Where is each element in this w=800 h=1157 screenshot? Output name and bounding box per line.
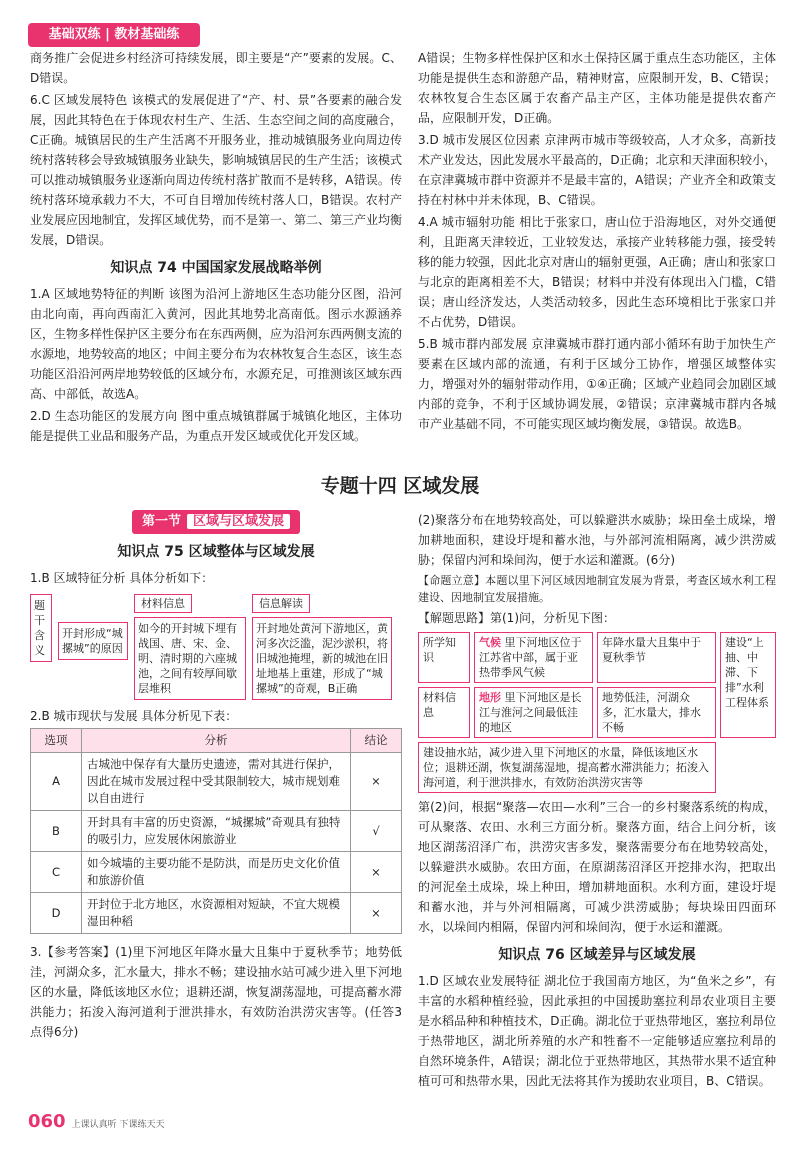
paragraph: 1.A 区域地势特征的判断 该图为沿河上游地区生态功能分区图，沿河由北向南，再向西南汇入黄河，因此其地势北高南低。图示水源涵养区，生物多样性保护区主要分布在东西两侧，应为沿河东西两侧支流的水源地，地势较高的地区；中间主要分布为农林牧复合生态区，该生态功能区沿沿河两岸地势较低的区域分布，水源充足，可推测该区域东西高、中部低，故选A。	[30, 287, 403, 401]
topic-title: 专题十四 区域发展	[320, 475, 480, 497]
section-badge	[132, 510, 300, 534]
paragraph: 2.B 城市现状与发展 具体分析见下表：	[30, 709, 238, 723]
table-cell: 如今城墙的主要功能不是防洪，而是历史文化价值和旅游价值	[82, 852, 351, 893]
flow-interp	[252, 594, 392, 700]
paragraph: 3.【参考答案】(1)里下河地区年降水量大且集中于夏秋季节；地势低洼，河湖众多，汇水量大，排水不畅；建设抽水站可减少进入里下河地区的水量，降低该地区水位；退耕还湖，恢复湖荡湿地，可提高蓄水滞洪能力；拓浚入海河道利于泄洪排水，有效防治洪涝灾害等。(任答3点得6分)	[30, 945, 403, 1039]
table-cell: √	[351, 811, 402, 852]
section-name: 区域与区域发展	[187, 514, 290, 529]
paragraph: 1.D 区域农业发展特征 湖北位于我国南方地区，为“鱼米之乡”，有丰富的水稻种植经验，因此承担的中国援助塞拉利昂农业项目主要是水稻品种和种植技术，D正确。湖北位于亚热带地区，塞拉利昂位于热带地区，湖北所养殖的水产和牲畜不一定能够适应塞拉利昂的自然环境条件，A错误；湖北位于亚热带地区，其热带水果不适宜种植可可和热带水果，因此无法将其作为援助农业项目，B、C错误。	[418, 974, 776, 1088]
header-banner: 基础双练 | 教材基础练	[28, 23, 200, 47]
paragraph: 2.D 生态功能区的发展方向 图中重点城镇群属于城镇化地区，主体功能是提供工业品和服务产品，为重点开发区域或优化开发区域。	[30, 409, 402, 443]
section-number: 第一节	[141, 514, 181, 529]
flow-info	[134, 594, 246, 700]
analysis-table	[30, 728, 402, 934]
diagram-climate-2: 年降水量大且集中于夏秋季节	[597, 632, 716, 683]
diagram-terrain-1	[474, 687, 593, 738]
diagram-terrain-2: 地势低洼，河湖众多，汇水量大，排水不畅	[597, 687, 716, 738]
diagram-terrain-text: 里下河地区是长江与淮河之间最低洼的地区	[479, 691, 582, 734]
page-footer	[28, 1112, 164, 1135]
knowledge-point-title: 知识点 74 中国国家发展战略举例	[110, 260, 322, 276]
paragraph: A错误；生物多样性保护区和水土保持区属于重点生态功能区，主体功能是提供生态和游憩产品，精神财富，应限制开发，B、C错误；农林牧复合生态区属于农畜产品主产区，主体功能是提供农畜产品，应限制开发，D正确。	[418, 51, 776, 125]
diagram-climate-text: 里下河地区位于江苏省中部，属于亚热带季风气候	[479, 636, 582, 679]
table-cell: 开封具有丰富的历史资源，“城摞城”奇观具有独特的吸引力，应发展休闲旅游业	[82, 811, 351, 852]
diagram-climate-1	[474, 632, 593, 683]
diagram-climate-label: 气候	[479, 636, 501, 649]
table-cell: 开封位于北方地区，水资源相对短缺，不宜大规模湿田种稻	[82, 893, 351, 934]
paragraph: 5.B 城市群内部发展 京津冀城市群打通内部小循环有助于加快生产要素在区域内部的流通，有利于区域分工协作，增强区域整体实力，增强对外的辐射带动作用，①④正确；区域产业趋同会加剧区域内部的竞争，不利于区域协调发展，②错误；京津冀城市群内各城市产业基础不同，不可能实现区域均衡发展，③错误。故选B。	[418, 337, 776, 431]
diagram-measure: 建设抽水站，减少进入里下河地区的水量，降低该地区水位；退耕还湖，恢复湖荡湿地，提高蓄水滞洪能力；拓浚入海河道，利于泄洪排水，有效防治洪涝灾害等	[418, 742, 716, 793]
flow-info-head: 材料信息	[134, 594, 192, 613]
right-column-top	[418, 48, 776, 436]
table-cell: C	[31, 852, 82, 893]
table-cell: 古城池中保存有大量历史遗迹，需对其进行保护，因此在城市发展过程中受其限制较大，城市规划难以自由进行	[82, 753, 351, 811]
diagram-known: 所学知识	[418, 632, 470, 683]
table-cell: ×	[351, 753, 402, 811]
table-cell: B	[31, 811, 82, 852]
table-header: 选项	[31, 729, 82, 753]
diagram-terrain-label: 地形	[479, 691, 501, 704]
paragraph: 第(2)问，根据“聚落—农田—水利”三合一的乡村聚落系统的构成，可从聚落、农田、水利三方面分析。聚落方面，结合上问分析，该地区湖荡沼泽广布，洪涝灾害多发，聚落需要分布在地势较高处，以躲避洪水威胁。农田方面，在原湖荡沼泽区开挖排水沟，把取出的河泥垒土成垛，垛上种田，增加耕地面积。水利方面，建设圩堤和蓄水池，并与外河相隔离，可减少洪涝威胁；每块垛田四面环水，以垛间内相隔，保留内河和垛间沟，便于水运和灌溉。	[418, 800, 776, 934]
knowledge-point-title: 知识点 76 区域差异与区域发展	[498, 947, 696, 963]
paragraph: 6.C 区域发展特色 该模式的发展促进了“产、村、景”各要素的融合发展，因此其特色在于体现农村生产、生活、生态空间之间的高度融合，C正确。城镇居民的生产生活离不开服务业，推动城镇服务业向周边传统村落转移会导致城镇服务业缺失，影响城镇居民的生产生活；该模式可以推动城镇服务业逐渐向周边传统村落扩散而不是转移，A错误。传统村落环境承载力不大，不可自目增加传统村落人口，B错误。农村产业发展应因地制宜，发挥区域优势，而不是第一、第二、第三产业均衡发展，D错误。	[30, 93, 403, 247]
flow-reason: 开封形成“城摞城”的原因	[58, 622, 128, 660]
table-cell: ×	[351, 852, 402, 893]
table-row	[31, 893, 402, 934]
table-row	[31, 852, 402, 893]
flow-info-body: 如今的开封城下埋有战国、唐、宋、金、明、清时期的六座城池，之间有较厚间歇层堆积	[134, 617, 246, 700]
knowledge-point-title: 知识点 75 区域整体与区域发展	[117, 544, 315, 560]
diagram-result: 建设“上抽、中滞、下排”水利工程体系	[720, 632, 776, 738]
left-column-top	[30, 48, 402, 448]
paragraph: 【解题思路】第(1)问，分析见下图：	[418, 611, 615, 625]
table-row	[31, 753, 402, 811]
paragraph: (2)聚落分布在地势较高处，可以躲避洪水威胁；垛田垒土成垛，增加耕地面积，建设圩堤和蓄水池，与外部河流相隔离，减少洪涝威胁；保留内河和垛间沟，便于水运和灌溉。(6分)	[418, 513, 776, 567]
paragraph: 商务推广会促进乡村经济可持续发展，即主要是“产”要素的发展。C、D错误。	[30, 51, 402, 85]
analysis-flow	[30, 594, 402, 700]
table-header: 结论	[351, 729, 402, 753]
table-row	[31, 811, 402, 852]
page-number: 060	[28, 1111, 66, 1132]
solution-diagram	[418, 632, 776, 793]
left-column-bottom	[30, 510, 402, 1044]
paragraph: 【命题立意】本题以里下河区域因地制宜发展为背景，考查区域水利工程建设、因地制宜发展措施。	[418, 574, 776, 604]
paragraph: 3.D 城市发展区位因素 京津两市城市等级较高，人才众多，高新技术产业发达，因此发展水平最高的，D正确；北京和天津面积较小，在京津冀城市群中资源并不是最丰富的，A错误；产业齐全和政策支持在村林中并未体现，B、C错误。	[418, 133, 776, 207]
flow-interp-head: 信息解读	[252, 594, 310, 613]
table-cell: ×	[351, 893, 402, 934]
table-header: 分析	[82, 729, 351, 753]
paragraph: 1.B 区域特征分析 具体分析如下：	[30, 571, 214, 585]
paragraph: 4.A 城市辐射功能 相比于张家口，唐山位于沿海地区，对外交通便利，且距离天津较近，工业较发达，承接产业转移能力强，接受转移的能力较强，因此北京对唐山的辐射更强，A正确；唐山和张家口与北京的距离相差不大，B错误；材料中并没有体现出入门槛，C错误；唐山经济发达，人类活动较多，因此生态环境相比于张家口并不占优势，D错误。	[418, 215, 776, 329]
table-cell: D	[31, 893, 82, 934]
flow-interp-body: 开封地处黄河下游地区，黄河多次泛滥，泥沙淤积，将旧城池掩埋，新的城池在旧址地基上重建，形成了“城摞城”的奇观，B正确	[252, 617, 392, 700]
table-cell: A	[31, 753, 82, 811]
diagram-material: 材料信息	[418, 687, 470, 738]
flow-side-label: 题干含义	[30, 594, 52, 662]
right-column-bottom	[418, 510, 776, 1093]
footer-note: 上课认真听 下课练天天	[71, 1120, 165, 1130]
